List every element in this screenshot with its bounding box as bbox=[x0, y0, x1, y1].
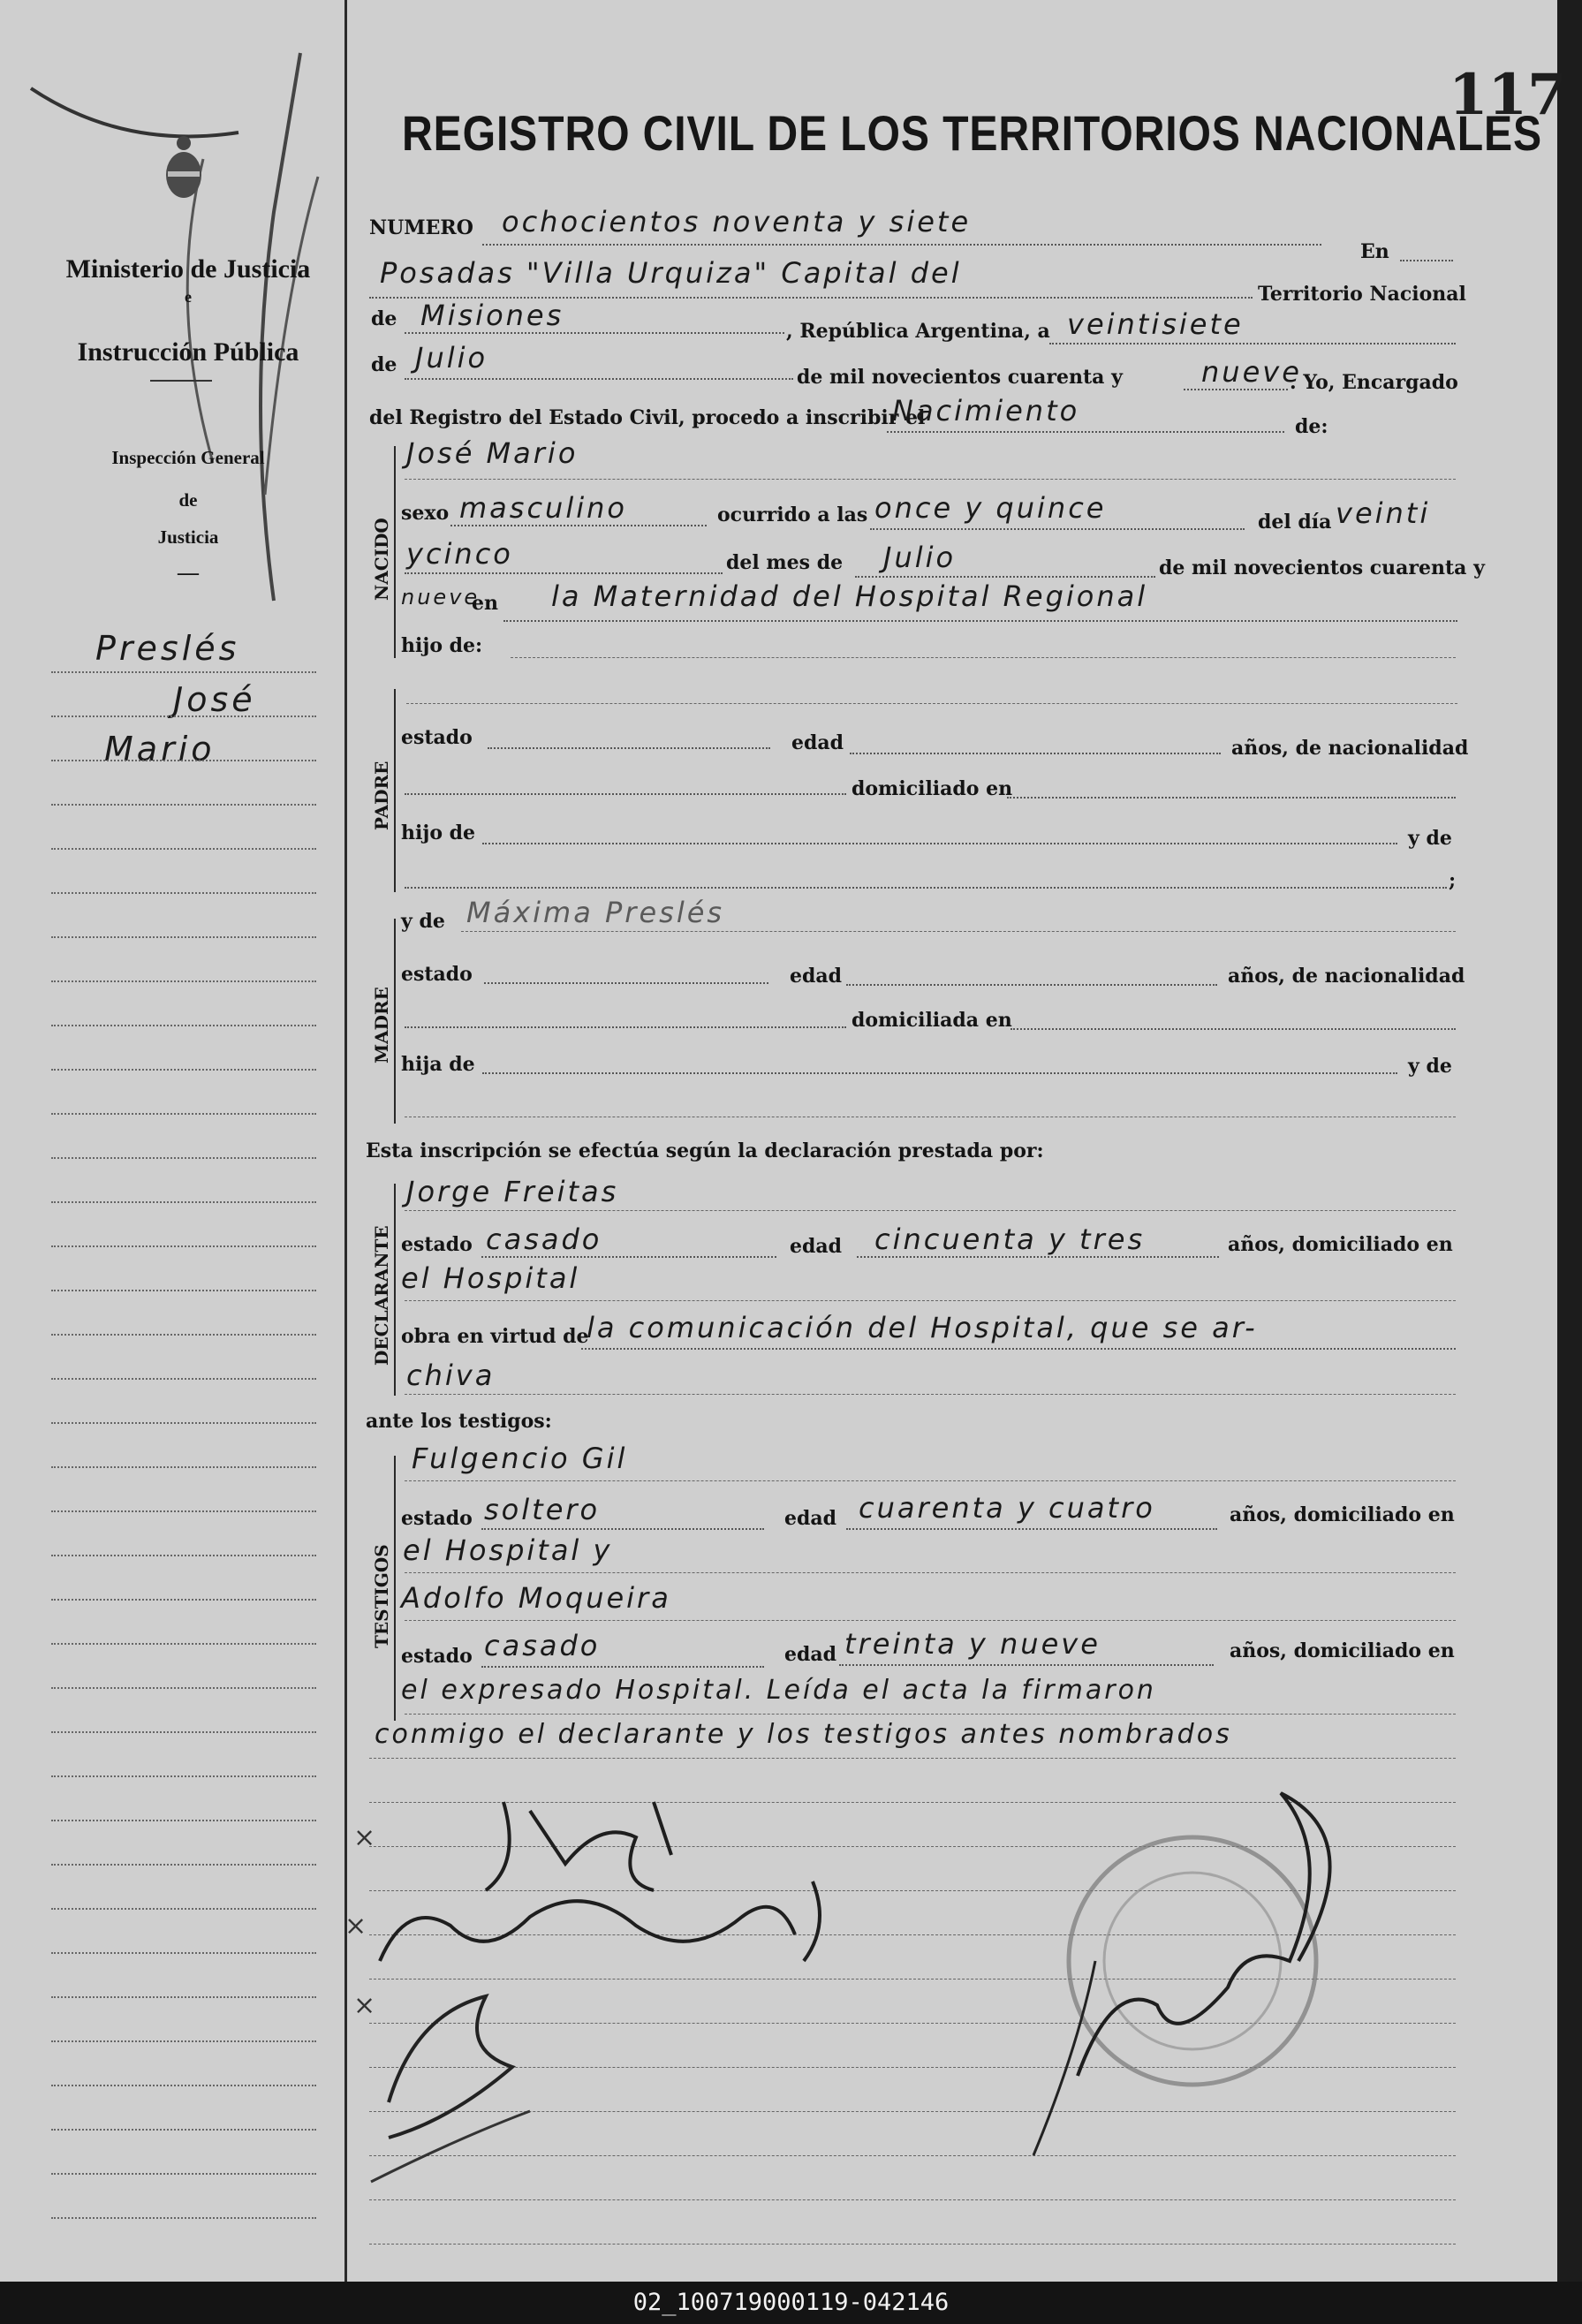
margin-ruled-line bbox=[51, 1996, 316, 1998]
margin-ruled-line bbox=[51, 1334, 316, 1336]
svg-text:×: × bbox=[353, 1990, 376, 2021]
de-label: de bbox=[371, 307, 397, 330]
hora-value: once y quince bbox=[874, 491, 1107, 525]
margin-ruled-line bbox=[51, 1731, 316, 1733]
inspection-line-1: Inspección General bbox=[111, 447, 265, 468]
testigo2-name-line bbox=[405, 1620, 1456, 1621]
signature-ruled-line bbox=[369, 2244, 1456, 2245]
testigo1-edad-value: cuarenta y cuatro bbox=[859, 1491, 1155, 1525]
nacido-bracket bbox=[394, 446, 396, 658]
ministry-line-2: e bbox=[185, 288, 192, 306]
margin-ruled-line bbox=[51, 2129, 316, 2131]
de2-label: de bbox=[371, 353, 397, 376]
madre-hija-label: hija de bbox=[401, 1053, 475, 1076]
delmes-label: del mes de bbox=[726, 551, 844, 574]
testigo2-edad-line bbox=[839, 1664, 1214, 1666]
act-line bbox=[887, 431, 1284, 433]
nacido-name-value: José Mario bbox=[406, 436, 579, 470]
ministry-line-3: Instrucción Pública bbox=[77, 337, 299, 367]
padre-estado-line bbox=[488, 747, 770, 749]
testigo1-domicilio-line bbox=[405, 1572, 1456, 1573]
padre-estado-label: estado bbox=[401, 726, 473, 749]
declaracion-intro: Esta inscripción se efectúa según la declaración prestada por: bbox=[366, 1139, 1044, 1162]
de3-label: de: bbox=[1295, 415, 1328, 438]
madre-dom-line-b bbox=[1011, 1028, 1456, 1030]
hijo-line bbox=[511, 657, 1456, 658]
declarante-edad-value: cincuenta y tres bbox=[874, 1223, 1146, 1256]
padre-edad-label: edad bbox=[791, 731, 844, 754]
padre-anios-label: años, de nacionalidad bbox=[1231, 737, 1469, 760]
madre-domiciliada-label: domiciliada en bbox=[852, 1009, 1012, 1032]
margin-ruled-line bbox=[51, 1908, 316, 1910]
testigo1-estado-line bbox=[481, 1528, 764, 1530]
closing-line-1-rule bbox=[405, 1714, 1456, 1715]
madre-anios-label: años, de nacionalidad bbox=[1228, 965, 1465, 988]
obra-line bbox=[581, 1348, 1456, 1350]
month-line bbox=[405, 378, 793, 380]
registro-label: del Registro del Estado Civil, procedo a inscribir el bbox=[369, 406, 926, 429]
declarante-estado-line bbox=[481, 1256, 776, 1258]
lugar-value: la Maternidad del Hospital Regional bbox=[551, 579, 1148, 613]
testigo2-edad-value: treinta y nueve bbox=[844, 1627, 1101, 1661]
madre-dom-line-a bbox=[405, 1026, 846, 1028]
madre-edad-line bbox=[846, 984, 1217, 986]
testigos-intro: ante los testigos: bbox=[366, 1410, 552, 1433]
declarante-edad-line bbox=[857, 1256, 1219, 1258]
padre-section-label: PADRE bbox=[371, 761, 392, 830]
margin-ruled-line bbox=[51, 2217, 316, 2219]
document-title: REGISTRO CIVIL DE LOS TERRITORIOS NACIONALES bbox=[402, 105, 1543, 161]
padre-hijo-line bbox=[482, 843, 1397, 844]
obra-value-2: chiva bbox=[406, 1359, 496, 1392]
margin-ruled-line bbox=[51, 1952, 316, 1954]
testigo1-name-value: Fulgencio Gil bbox=[412, 1442, 628, 1475]
folio-number: 117 bbox=[1449, 62, 1567, 128]
margin-ruled-line bbox=[51, 1245, 316, 1247]
numero-value: ochocientos noventa y siete bbox=[502, 205, 972, 238]
margin-ruled-line bbox=[51, 1466, 316, 1468]
madre-name-line bbox=[461, 931, 1456, 932]
province-line bbox=[405, 332, 784, 334]
testigo1-domicilio-value: el Hospital y bbox=[403, 1533, 613, 1567]
year-value: nueve bbox=[1201, 355, 1302, 389]
margin-ruled-line bbox=[51, 1599, 316, 1601]
yo-label: . Yo, Encargado bbox=[1290, 371, 1458, 394]
margin-ruled-line bbox=[51, 1775, 316, 1777]
testigo1-estado-label: estado bbox=[401, 1507, 473, 1530]
declarante-anios-label: años, domiciliado en bbox=[1228, 1233, 1453, 1256]
en-line bbox=[1400, 260, 1453, 261]
lugar-line bbox=[503, 620, 1457, 622]
dia-value-1: veinti bbox=[1336, 496, 1431, 530]
nacido-section-label: NACIDO bbox=[371, 518, 392, 601]
testigo2-estado-value: casado bbox=[484, 1629, 601, 1662]
padre-top-line bbox=[406, 703, 1457, 704]
margin-ruled-line bbox=[51, 2173, 316, 2175]
margin-ruled-line bbox=[51, 1378, 316, 1380]
act-value: Nacimiento bbox=[892, 394, 1080, 428]
day-value: veintisiete bbox=[1067, 307, 1244, 341]
madre-yde2-label: y de bbox=[1408, 1055, 1452, 1078]
testigo1-edad-line bbox=[846, 1528, 1217, 1530]
republica-label: , República Argentina, a bbox=[786, 320, 1050, 343]
margin-ruled-line bbox=[51, 1820, 316, 1821]
testigo1-name-line bbox=[405, 1480, 1456, 1481]
margin-ruled-line bbox=[51, 1555, 316, 1556]
madre-estado-line bbox=[484, 982, 768, 984]
declarante-name-value: Jorge Freitas bbox=[406, 1175, 619, 1208]
madre-hija-line bbox=[482, 1072, 1397, 1074]
mes-line bbox=[855, 576, 1155, 578]
margin-second-name: Mario bbox=[104, 730, 216, 768]
margin-ruled-line bbox=[51, 1113, 316, 1115]
declarante-edad-label: edad bbox=[790, 1235, 843, 1258]
padre-dom-line-b bbox=[1007, 797, 1456, 799]
province-value: Misiones bbox=[420, 299, 564, 332]
margin-ruled-line bbox=[51, 1687, 316, 1689]
declarante-estado-label: estado bbox=[401, 1233, 473, 1256]
scan-identifier: 02_100719000119-042146 bbox=[0, 2282, 1582, 2324]
margin-ruled-line bbox=[51, 1290, 316, 1291]
declarante-bracket bbox=[394, 1184, 396, 1396]
declarante-domicilio-value: el Hospital bbox=[401, 1261, 580, 1295]
testigo2-name-value: Adolfo Moqueira bbox=[401, 1581, 671, 1615]
deldia-label: del día bbox=[1258, 511, 1332, 534]
hora-line bbox=[870, 528, 1245, 530]
margin-given-name: José bbox=[173, 680, 256, 719]
coat-of-arms-emblem bbox=[157, 132, 210, 203]
margin-ruled-line bbox=[51, 1025, 316, 1026]
declarante-section-label: DECLARANTE bbox=[371, 1225, 392, 1366]
padre-hijo-label: hijo de bbox=[401, 821, 476, 844]
ministry-line-1: Ministerio de Justicia bbox=[65, 254, 311, 284]
padre-dom-line-a bbox=[405, 793, 846, 795]
nacido-mil-label: de mil novecientos cuarenta y bbox=[1159, 556, 1485, 579]
ministry-underline bbox=[150, 380, 212, 382]
numero-label: NUMERO bbox=[369, 216, 473, 239]
year-line bbox=[1184, 389, 1288, 390]
testigo1-edad-label: edad bbox=[784, 1507, 837, 1530]
inspection-line-3: Justicia bbox=[157, 526, 219, 548]
day-line bbox=[1049, 343, 1456, 344]
margin-ruled-line bbox=[51, 1510, 316, 1512]
margin-ruled-line bbox=[51, 848, 316, 850]
margin-ruled-line bbox=[51, 1422, 316, 1424]
svg-text:×: × bbox=[353, 1822, 376, 1853]
madre-estado-label: estado bbox=[401, 963, 473, 986]
place-value: Posadas "Villa Urquiza" Capital del bbox=[380, 256, 962, 290]
padre-semicolon: ; bbox=[1449, 869, 1457, 892]
witness-signatures bbox=[344, 1784, 972, 2208]
margin-ruled-line bbox=[51, 980, 316, 982]
margin-ruled-line bbox=[51, 2085, 316, 2086]
testigo1-estado-value: soltero bbox=[484, 1493, 601, 1526]
padre-domiciliado-label: domiciliado en bbox=[852, 777, 1013, 800]
official-seal-and-signature bbox=[998, 1784, 1440, 2208]
testigo2-estado-label: estado bbox=[401, 1645, 473, 1668]
margin-surname: Preslés bbox=[95, 629, 240, 668]
territorio-label: Territorio Nacional bbox=[1258, 283, 1466, 306]
testigo1-anios-label: años, domiciliado en bbox=[1230, 1503, 1455, 1526]
margin-ruled-line bbox=[51, 1864, 316, 1866]
hijo-label: hijo de: bbox=[401, 634, 483, 657]
testigo2-edad-label: edad bbox=[784, 1643, 837, 1666]
closing-line-2-rule bbox=[369, 1758, 1456, 1759]
anio-value: nueve bbox=[401, 585, 481, 609]
declarante-domicilio-line bbox=[405, 1300, 1456, 1301]
margin-ruled-line bbox=[51, 2040, 316, 2042]
inspection-dash: — bbox=[178, 562, 199, 585]
margin-ruled-line bbox=[51, 804, 316, 806]
month-value: Julio bbox=[415, 341, 488, 375]
mes-value: Julio bbox=[883, 541, 957, 574]
madre-edad-label: edad bbox=[790, 965, 843, 988]
margin-ruled-line bbox=[51, 671, 316, 673]
obra-label: obra en virtud de bbox=[401, 1325, 589, 1348]
dia-line-2 bbox=[405, 572, 723, 574]
mil-label: de mil novecientos cuarenta y bbox=[797, 366, 1123, 389]
book-spine bbox=[1557, 0, 1582, 2282]
padre-yde-label: y de bbox=[1408, 827, 1452, 850]
svg-text:×: × bbox=[344, 1911, 367, 1942]
closing-line-1: el expresado Hospital. Leída el acta la firmaron bbox=[401, 1675, 1156, 1706]
en-label: En bbox=[1360, 240, 1389, 263]
declarante-estado-value: casado bbox=[486, 1223, 602, 1256]
en-place-label: en bbox=[472, 592, 498, 615]
ocurrido-label: ocurrido a las bbox=[717, 503, 868, 526]
nacido-name-line bbox=[405, 479, 1456, 480]
testigo2-anios-label: años, domiciliado en bbox=[1230, 1639, 1455, 1662]
madre-bracket bbox=[394, 919, 396, 1124]
sexo-line bbox=[450, 525, 707, 526]
madre-yde-label: y de bbox=[401, 910, 445, 933]
closing-line-2: conmigo el declarante y los testigos antes nombrados bbox=[375, 1719, 1232, 1750]
madre-name-value: Máxima Preslés bbox=[466, 896, 725, 929]
margin-ruled-line bbox=[51, 760, 316, 761]
numero-line bbox=[482, 244, 1321, 246]
margin-ruled-line bbox=[51, 892, 316, 894]
obra-value-1: la comunicación del Hospital, que se ar- bbox=[587, 1311, 1258, 1344]
testigos-bracket bbox=[394, 1456, 396, 1721]
margin-ruled-line bbox=[51, 715, 316, 717]
inspection-line-2: de bbox=[178, 489, 198, 511]
padre-last-line bbox=[405, 887, 1447, 889]
testigo2-estado-line bbox=[481, 1666, 764, 1668]
margin-ruled-line bbox=[51, 1201, 316, 1203]
madre-section-label: MADRE bbox=[371, 987, 392, 1064]
obra-line-2 bbox=[405, 1394, 1456, 1395]
dia-value-2: ycinco bbox=[406, 537, 513, 571]
margin-ruled-line bbox=[51, 1069, 316, 1071]
margin-ruled-line bbox=[51, 1157, 316, 1159]
testigos-section-label: TESTIGOS bbox=[371, 1544, 392, 1648]
declarante-name-line bbox=[405, 1210, 1456, 1211]
margin-ruled-line bbox=[51, 936, 316, 938]
margin-ruled-line bbox=[51, 1643, 316, 1645]
padre-bracket bbox=[394, 689, 396, 892]
sexo-value: masculino bbox=[459, 491, 627, 525]
sexo-label: sexo bbox=[401, 502, 450, 525]
padre-edad-line bbox=[850, 753, 1221, 754]
